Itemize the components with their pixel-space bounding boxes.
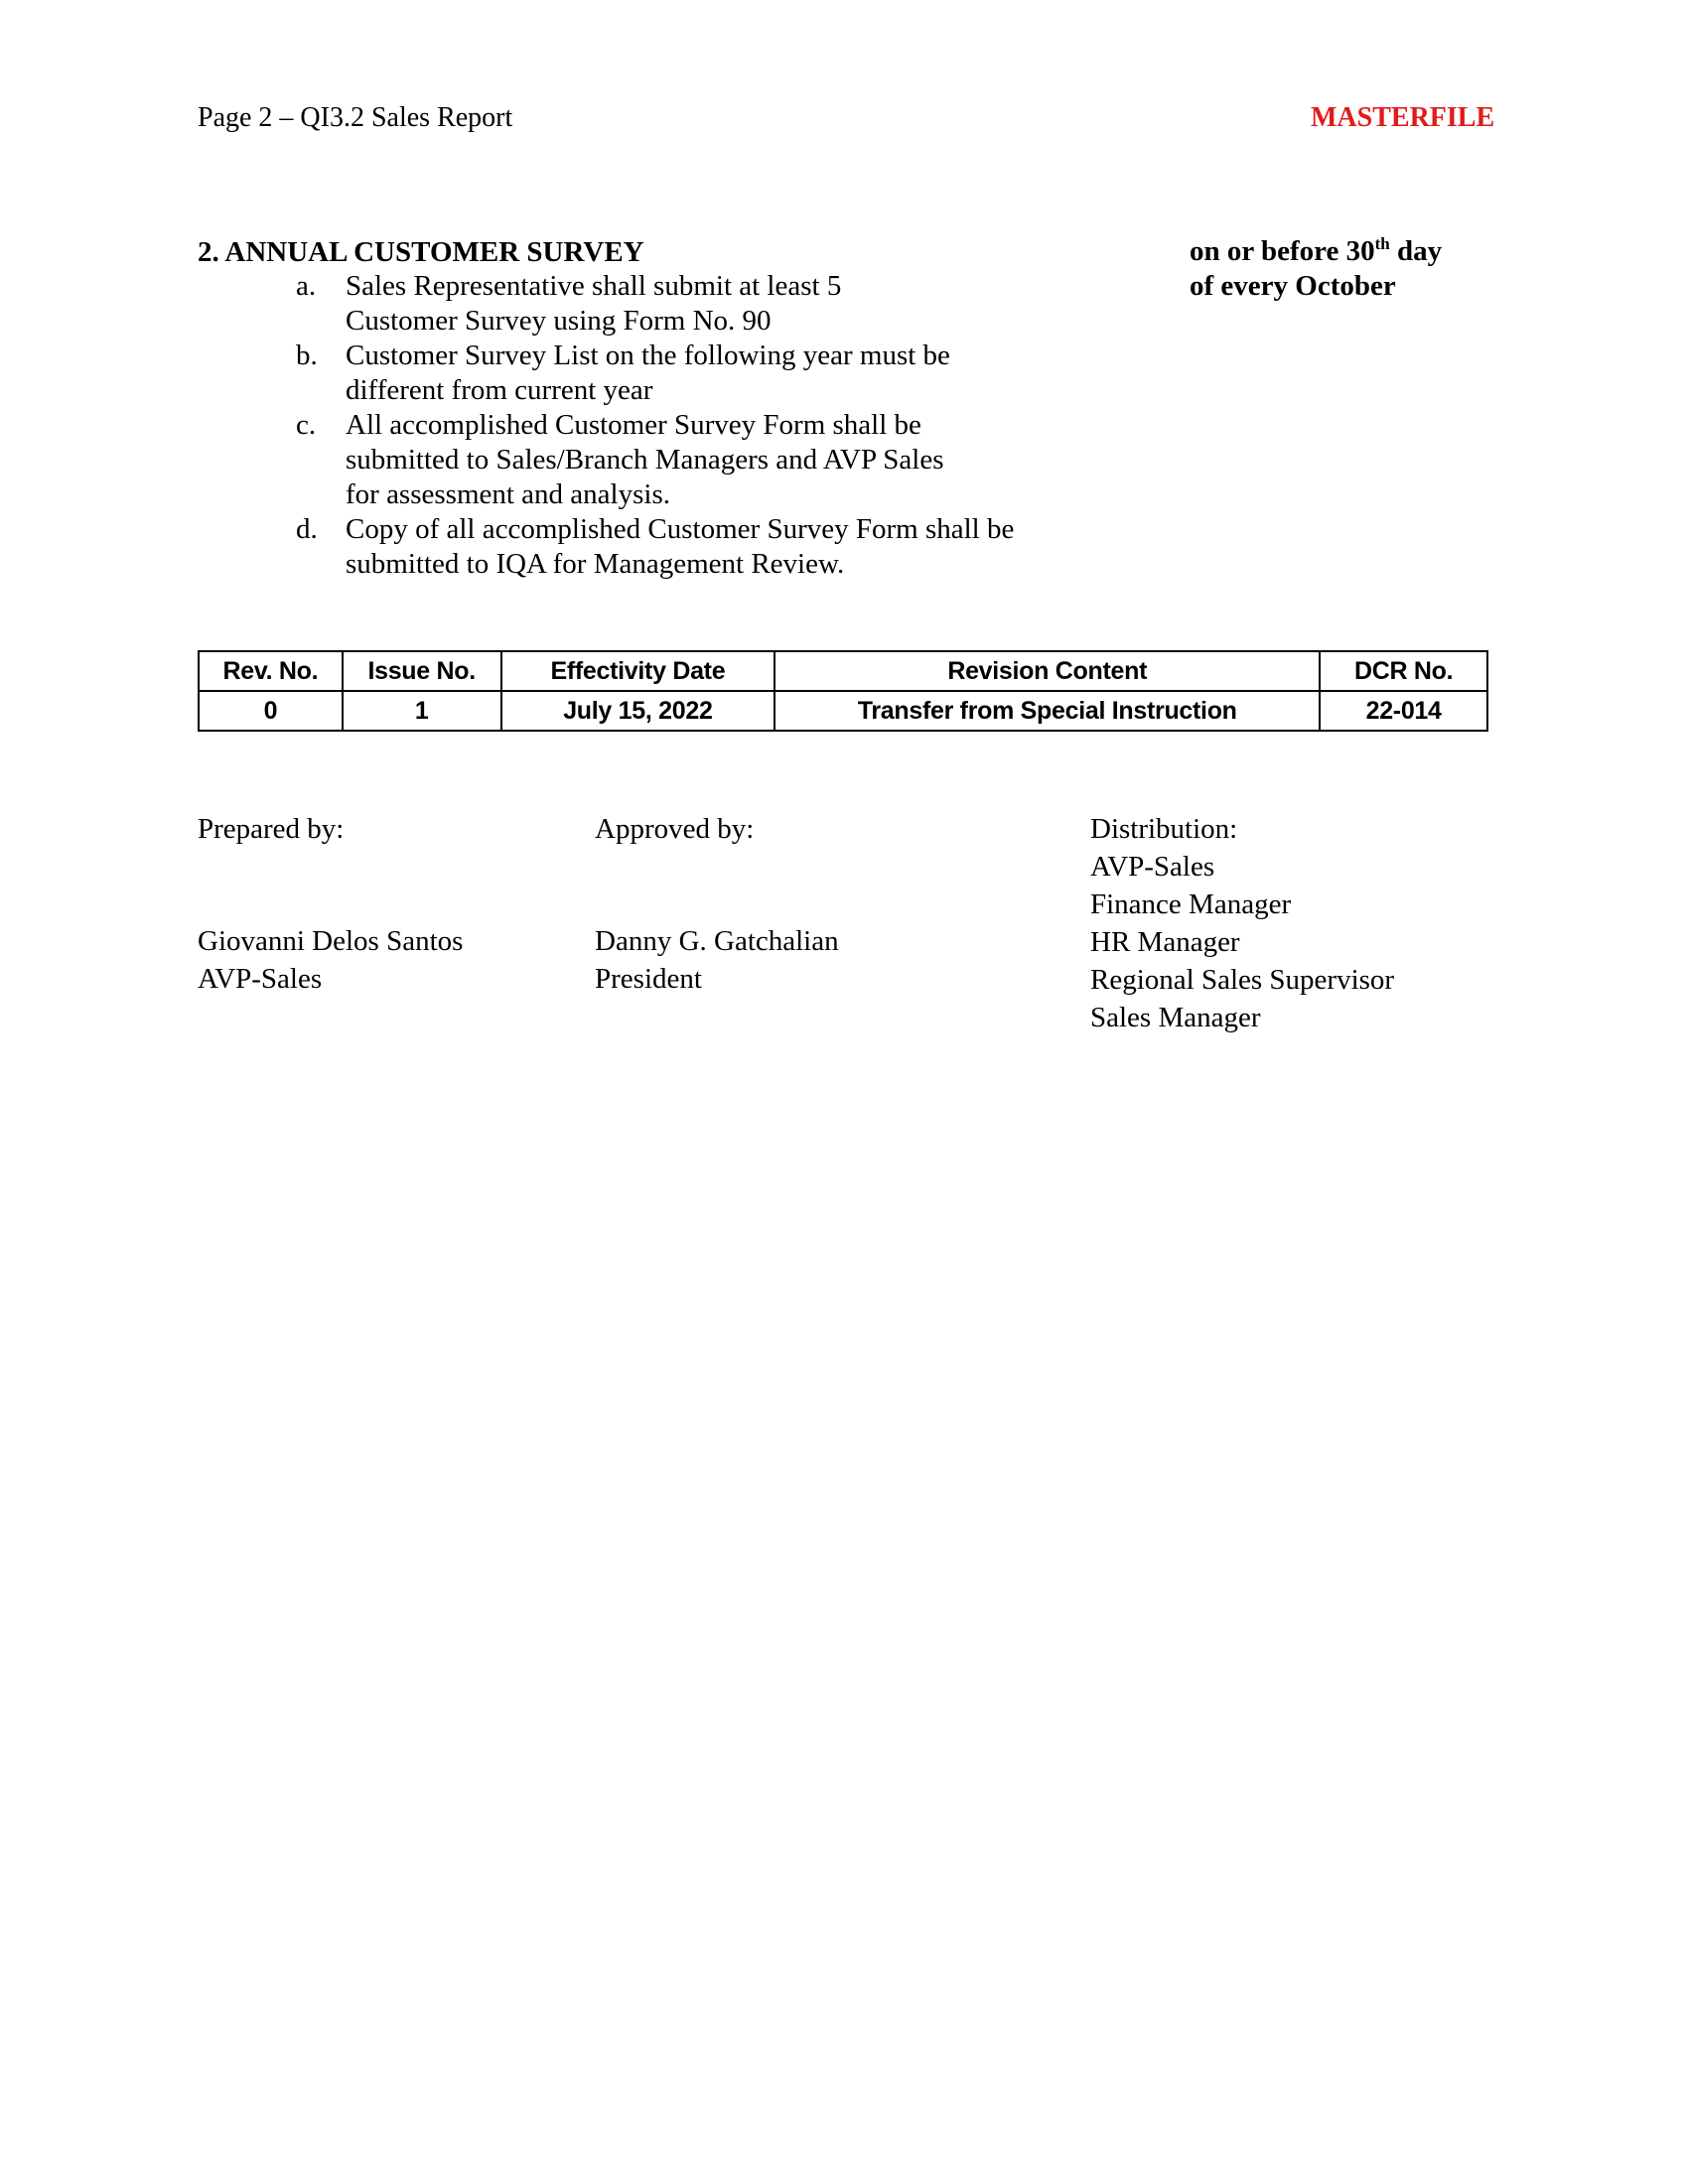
table-cell: 22-014 (1320, 691, 1487, 731)
distribution-block (1090, 810, 1394, 1036)
list-item-line: submitted to Sales/Branch Managers and AVP Sales (346, 444, 944, 476)
list-marker: d. (296, 513, 318, 545)
list-item-line: Sales Representative shall submit at least 5 (346, 270, 842, 302)
distribution-item: AVP-Sales (1090, 851, 1215, 883)
distribution-item: Regional Sales Supervisor (1090, 964, 1395, 996)
list-item-line: Customer Survey using Form No. 90 (346, 305, 772, 337)
approved-by-block (595, 922, 839, 998)
deadline-line-2: of every October (1190, 270, 1396, 302)
deadline-line-1: on or before 30th day (1190, 234, 1443, 267)
col-header-rev-no: Rev. No. (199, 651, 343, 691)
distribution-item: Finance Manager (1090, 888, 1292, 920)
prepared-by-block (198, 922, 463, 998)
section-title: 2. ANNUAL CUSTOMER SURVEY (198, 236, 644, 268)
col-header-issue-no: Issue No. (343, 651, 501, 691)
list-item-line: All accomplished Customer Survey Form shall be (346, 409, 921, 441)
page-header-label: Page 2 – QI3.2 Sales Report (198, 102, 513, 133)
list-marker: b. (296, 340, 318, 371)
list-item-line: submitted to IQA for Management Review. (346, 548, 845, 580)
approved-by-label: Approved by: (595, 813, 755, 845)
approver-title: President (595, 963, 702, 995)
list-item-line: for assessment and analysis. (346, 478, 670, 510)
list-item (296, 339, 1110, 408)
table-header-row (199, 651, 1487, 691)
col-header-effectivity-date: Effectivity Date (501, 651, 775, 691)
list-marker: a. (296, 270, 317, 302)
prepared-by-label: Prepared by: (198, 813, 345, 845)
list-item (296, 408, 1110, 512)
preparer-name: Giovanni Delos Santos (198, 925, 464, 957)
list-item-line: Copy of all accomplished Customer Survey Form shall be (346, 513, 1015, 545)
revision-table (198, 650, 1488, 732)
list-item-line: Customer Survey List on the following year must be (346, 340, 950, 371)
list-item-line: different from current year (346, 374, 653, 406)
table-cell: Transfer from Special Instruction (774, 691, 1320, 731)
table-cell: 1 (343, 691, 501, 731)
list-item (296, 512, 1110, 582)
list-item (296, 269, 1110, 339)
distribution-item: HR Manager (1090, 926, 1240, 958)
col-header-revision-content: Revision Content (774, 651, 1320, 691)
survey-requirements-list (296, 269, 1110, 582)
table-row (199, 691, 1487, 731)
approver-name: Danny G. Gatchalian (595, 925, 839, 957)
list-marker: c. (296, 409, 317, 441)
distribution-item: Sales Manager (1090, 1002, 1261, 1033)
preparer-title: AVP-Sales (198, 963, 323, 995)
table-cell: July 15, 2022 (501, 691, 775, 731)
masterfile-stamp: MASTERFILE (1311, 102, 1495, 133)
distribution-label: Distribution: (1090, 813, 1238, 845)
deadline-note (1190, 234, 1507, 304)
col-header-dcr-no: DCR No. (1320, 651, 1487, 691)
table-cell: 0 (199, 691, 343, 731)
